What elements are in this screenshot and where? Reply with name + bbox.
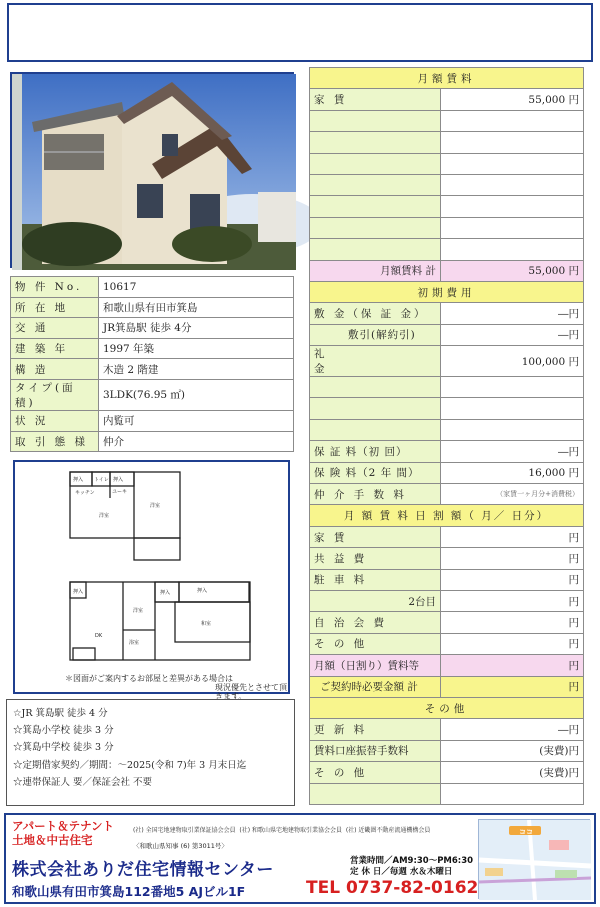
info-row xyxy=(11,359,294,380)
info-row xyxy=(11,277,294,298)
svg-text:キッチン: キッチン xyxy=(75,490,95,496)
parking-fee-label: 駐 車 料 xyxy=(310,569,441,590)
second-car-value: 円 xyxy=(441,590,584,611)
broker-fee-label: 仲 介 手 数 料 xyxy=(310,484,441,505)
monthly-header: 月額賃料 xyxy=(310,68,584,89)
info-label: 状 況 xyxy=(11,410,99,431)
broker-fee-value: （家賃一ヶ月分+消費税） xyxy=(441,484,584,505)
access-item: ☆定期借家契約／期間：～2025(令和 7)年 3 月末日迄 xyxy=(13,759,247,771)
monthly-total-label: 月額賃料 計 xyxy=(310,260,441,281)
daily-header: 月 額 賃 料 日 割 額（ 月／ 日分） xyxy=(310,505,584,526)
svg-text:押入: 押入 xyxy=(73,589,84,595)
svg-text:押入: 押入 xyxy=(113,477,124,483)
rent-label: 家 賃 xyxy=(310,89,441,110)
access-item: ☆連帯保証人 要／保証会社 不要 xyxy=(13,776,153,788)
daily-rent-value: 円 xyxy=(441,526,584,547)
info-value: 1997 年築 xyxy=(99,338,294,359)
info-value: 3LDK(76.95 ㎡) xyxy=(99,379,294,410)
svg-text:押入: 押入 xyxy=(73,477,84,483)
renewal-fee-label: 更 新 料 xyxy=(310,719,441,740)
amortization-label: 敷引(解約引) xyxy=(310,324,441,345)
info-row xyxy=(11,379,294,410)
info-label: 物 件 No. xyxy=(11,277,99,298)
info-value: 木造 2 階建 xyxy=(99,359,294,380)
insurance-label: 保 険 料（2 年 間） xyxy=(310,462,441,483)
deposit-value: ―円 xyxy=(441,303,584,324)
community-fee-label: 自 治 会 費 xyxy=(310,612,441,633)
key-money-value: 100,000 円 xyxy=(441,346,584,377)
access-box xyxy=(6,699,295,806)
other-header: その他 xyxy=(310,697,584,718)
phone-number: TEL 0737-82-0162 xyxy=(306,878,479,898)
other-misc-value: (実費)円 xyxy=(441,762,584,783)
rent-value: 55,000 円 xyxy=(441,89,584,110)
svg-text:和室: 和室 xyxy=(201,621,212,627)
info-label: 構 造 xyxy=(11,359,99,380)
common-fee-label: 共 益 費 xyxy=(310,548,441,569)
guarantee-fee-value: ―円 xyxy=(441,441,584,462)
property-photo xyxy=(10,72,294,268)
info-row xyxy=(11,318,294,339)
transfer-fee-label: 賃料口座振替手数料 xyxy=(310,740,441,761)
association-memberships: (社) 全国宅地建物取引業保証協会会員 (社) 和歌山県宅地建物取引業協会会員 (社) 近畿圏不動産流通機構会員 xyxy=(133,827,431,834)
community-fee-value: 円 xyxy=(441,612,584,633)
svg-text:洋室: 洋室 xyxy=(150,503,161,509)
info-value: 10617 xyxy=(99,277,294,298)
second-car-label: 2台目 xyxy=(310,590,441,611)
daily-other-label: そ の 他 xyxy=(310,633,441,654)
info-label: 交 通 xyxy=(11,318,99,339)
deposit-label: 敷 金（保 証 金） xyxy=(310,303,441,324)
contract-total-value: 円 xyxy=(441,676,584,697)
info-row xyxy=(11,297,294,318)
transfer-fee-value: (実費)円 xyxy=(441,740,584,761)
svg-text:押入: 押入 xyxy=(160,590,171,596)
other-misc-label: そ の 他 xyxy=(310,762,441,783)
svg-text:浴室: 浴室 xyxy=(129,640,140,646)
info-label: 建 築 年 xyxy=(11,338,99,359)
access-item: ☆JR 箕島駅 徒歩 4 分 xyxy=(13,708,108,719)
info-row xyxy=(11,338,294,359)
svg-text:洋室: 洋室 xyxy=(99,513,110,519)
info-label: 所 在 地 xyxy=(11,297,99,318)
daily-rent-label: 家 賃 xyxy=(310,526,441,547)
contract-total-label: ご契約時必要金額 計 xyxy=(310,676,441,697)
company-name: 株式会社ありだ住宅情報センター xyxy=(12,860,274,880)
access-item: ☆箕島小学校 徒歩 3 分 xyxy=(13,725,114,737)
info-value: JR箕島駅 徒歩 4分 xyxy=(99,318,294,339)
license-number: 〈和歌山県知事 (6) 第3011号〉 xyxy=(133,842,228,850)
insurance-value: 16,000 円 xyxy=(441,462,584,483)
svg-text:ユーキ: ユーキ xyxy=(112,489,128,495)
access-map xyxy=(478,819,590,899)
key-money-label: 礼 金 xyxy=(310,346,441,377)
fee-table xyxy=(309,67,584,805)
svg-text:押入: 押入 xyxy=(197,588,208,594)
tagline: アパート＆テナント 土地＆中古住宅 xyxy=(12,819,115,847)
info-value: 仲介 xyxy=(99,431,294,452)
svg-text:洋室: 洋室 xyxy=(133,608,144,614)
monthly-total-value: 55,000 円 xyxy=(441,260,584,281)
map-here-label: ココ xyxy=(519,828,533,836)
info-row xyxy=(11,410,294,431)
property-info-table xyxy=(10,276,294,452)
info-value: 内覧可 xyxy=(99,410,294,431)
info-row xyxy=(11,431,294,452)
company-address: 和歌山県有田市箕島112番地5 AJビル1F xyxy=(12,884,246,899)
info-value: 和歌山県有田市箕島 xyxy=(99,297,294,318)
daily-rent-total-label: 月額（日割り）賃料等 xyxy=(310,655,441,676)
daily-other-value: 円 xyxy=(441,633,584,654)
business-hours: 営業時間／AM9:30～PM6:30 定 休 日／毎週 水＆木曜日 xyxy=(350,856,474,877)
guarantee-fee-label: 保 証 料（初 回） xyxy=(310,441,441,462)
svg-text:トイレ: トイレ xyxy=(94,477,109,483)
company-footer xyxy=(4,813,596,904)
info-label: タイプ(面積) xyxy=(11,379,99,410)
floorplan-note: ＊図面がご案内するお部屋と差異がある場合は 現況優先とさせて頂きます。 xyxy=(65,674,287,701)
common-fee-value: 円 xyxy=(441,548,584,569)
access-item: ☆箕島中学校 徒歩 3 分 xyxy=(13,742,114,754)
title-box xyxy=(7,3,593,62)
parking-fee-value: 円 xyxy=(441,569,584,590)
initial-header: 初期費用 xyxy=(310,281,584,302)
daily-rent-total-value: 円 xyxy=(441,655,584,676)
info-label: 取 引 態 様 xyxy=(11,431,99,452)
svg-text:DK: DK xyxy=(95,633,103,639)
floor-plan xyxy=(13,460,290,701)
renewal-fee-value: ―円 xyxy=(441,719,584,740)
amortization-value: ―円 xyxy=(441,324,584,345)
